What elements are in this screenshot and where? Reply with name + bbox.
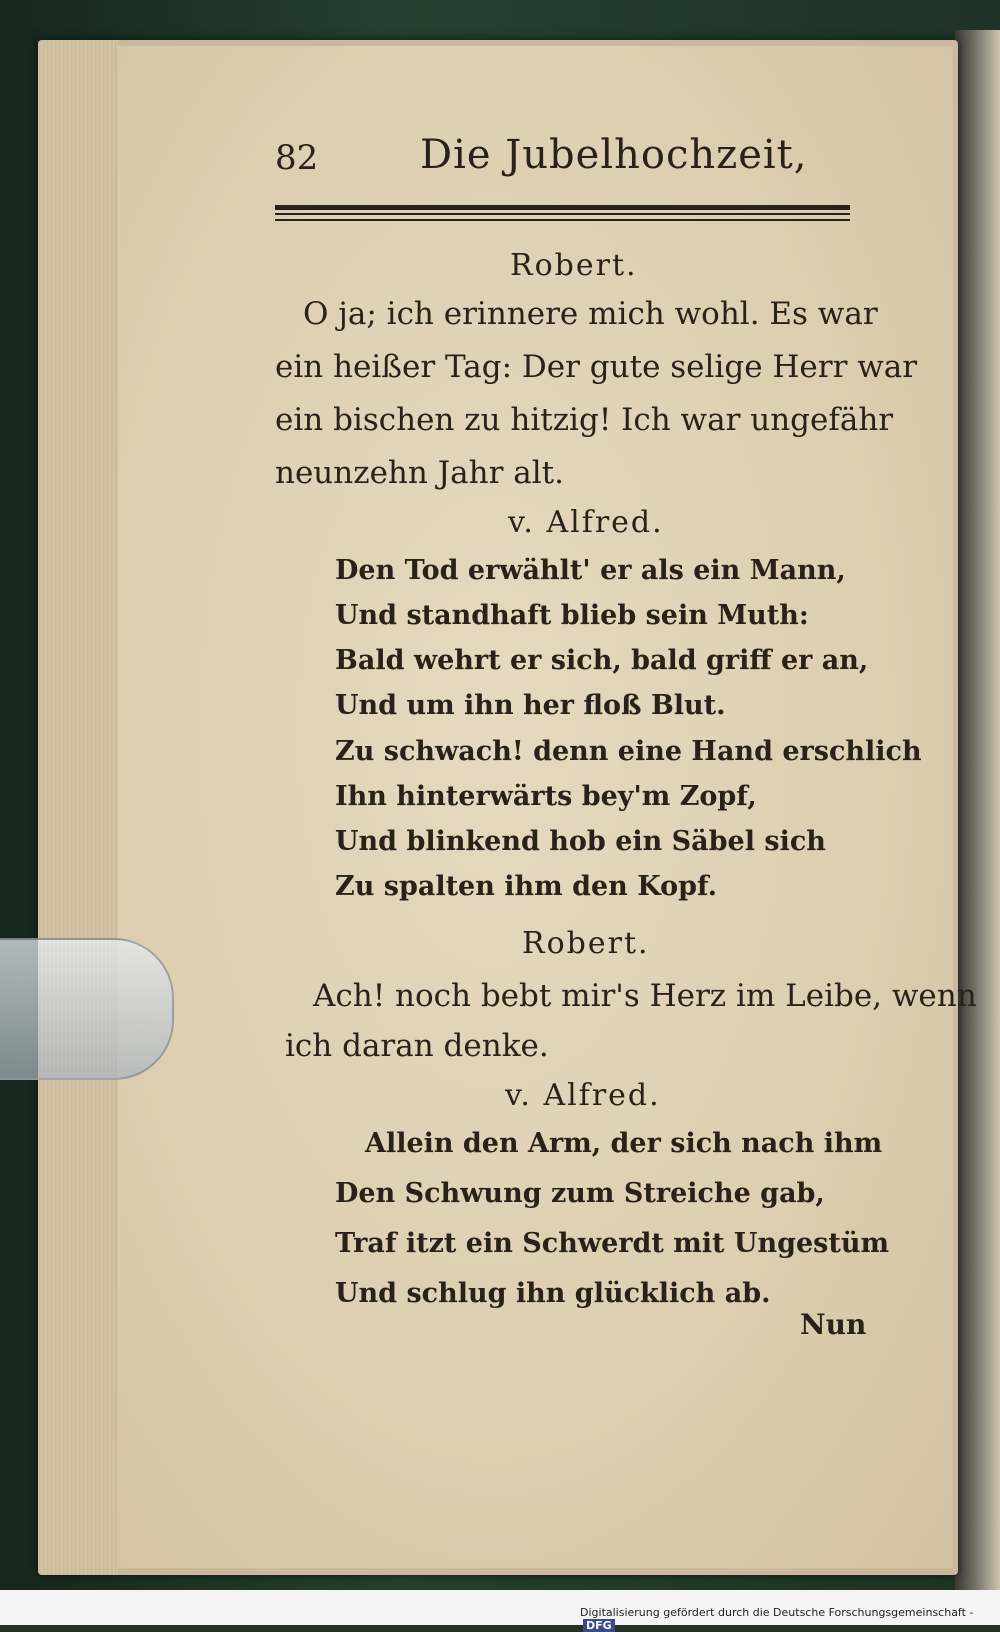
- prose-line: O ja; ich erinnere mich wohl. Es war: [303, 296, 878, 332]
- page-number: 82: [275, 138, 319, 178]
- verse-line: Traf itzt ein Schwerdt mit Ungestüm: [335, 1228, 890, 1259]
- digitization-credit: [580, 1606, 1000, 1632]
- verse-line: Und schlug ihn glücklich ab.: [335, 1278, 771, 1309]
- catchword: Nun: [800, 1308, 867, 1341]
- speaker-name: v. Alfred.: [508, 505, 664, 540]
- speaker-name: v. Alfred.: [505, 1078, 661, 1113]
- speaker-name: Robert.: [510, 248, 638, 283]
- verse-line: Und blinkend hob ein Säbel sich: [335, 826, 826, 857]
- prose-line: neunzehn Jahr alt.: [275, 455, 564, 491]
- verse-line: Den Schwung zum Streiche gab,: [335, 1178, 825, 1209]
- credit-text: Digitalisierung gefördert durch die Deutsche Forschungsgemeinschaft -: [580, 1606, 974, 1619]
- running-title: Die Jubelhochzeit,: [420, 132, 808, 178]
- prose-line: ein bischen zu hitzig! Ich war ungefähr: [275, 402, 894, 438]
- dfg-logo: DFG: [583, 1619, 615, 1632]
- verse-line: Den Tod erwählt' er als ein Mann,: [335, 555, 846, 586]
- page-holder-clip: [0, 938, 174, 1080]
- header-rule-thin-2: [275, 219, 850, 221]
- header-rule-thick: [275, 205, 850, 210]
- verse-line: Zu schwach! denn eine Hand erschlich: [335, 736, 922, 767]
- verse-line: Zu spalten ihm den Kopf.: [335, 871, 718, 902]
- verse-line: Und standhaft blieb sein Muth:: [335, 600, 809, 631]
- speaker-name: Robert.: [522, 926, 650, 961]
- verse-line: Ihn hinterwärts bey'm Zopf,: [335, 781, 757, 812]
- facing-page-edge: [955, 30, 1000, 1590]
- verse-line: Und um ihn her floß Blut.: [335, 690, 726, 721]
- prose-line: Ach! noch bebt mir's Herz im Leibe, wenn: [313, 978, 977, 1014]
- prose-line: ich daran denke.: [285, 1028, 549, 1064]
- verse-line: Allein den Arm, der sich nach ihm: [365, 1128, 883, 1159]
- page-edges: [38, 40, 118, 1575]
- header-rule-thin: [275, 213, 850, 215]
- prose-line: ein heißer Tag: Der gute selige Herr war: [275, 349, 918, 385]
- verse-line: Bald wehrt er sich, bald griff er an,: [335, 645, 869, 676]
